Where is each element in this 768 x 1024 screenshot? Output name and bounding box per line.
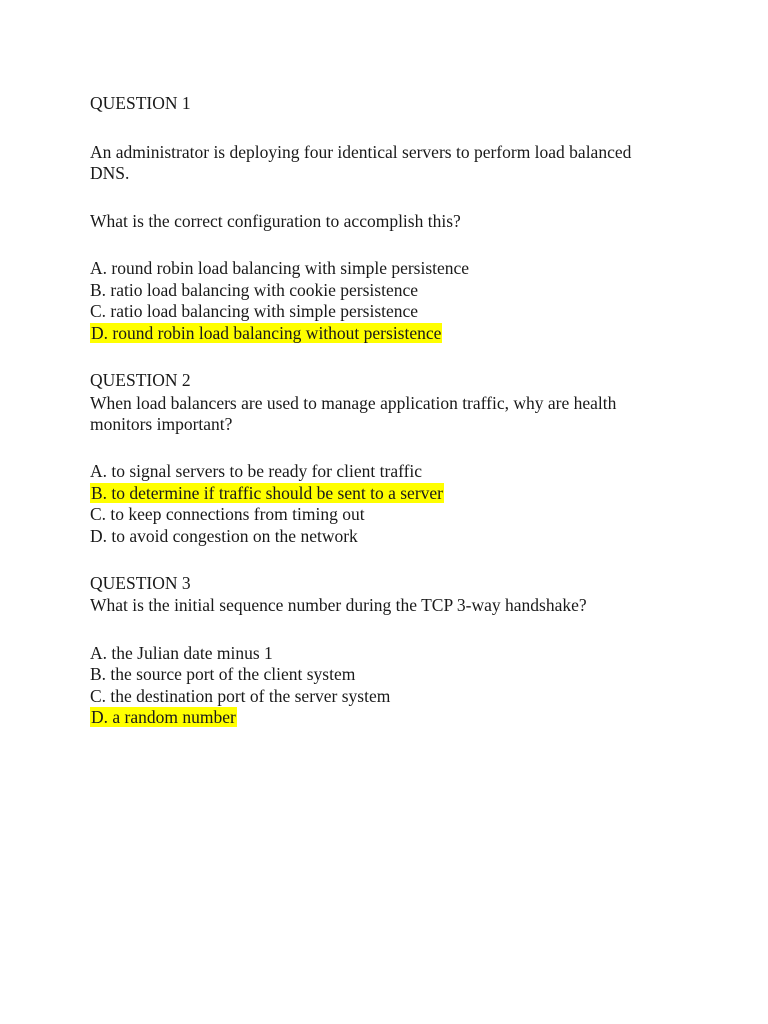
question-2-option-a: A. to signal servers to be ready for client traffic <box>90 461 423 481</box>
question-1-prompt-line-1: An administrator is deploying four identical servers to perform load balanced <box>90 142 632 162</box>
question-3-heading: QUESTION 3 <box>90 573 191 593</box>
question-1-option-c: C. ratio load balancing with simple persistence <box>90 301 419 321</box>
question-2-option-d: D. to avoid congestion on the network <box>90 526 358 546</box>
question-1-heading: QUESTION 1 <box>90 93 191 113</box>
question-2-option-b <box>90 483 444 504</box>
answer-highlight: D. a random number <box>91 707 236 727</box>
question-1-prompt-line-2: DNS. <box>90 163 130 183</box>
question-2-prompt-line-1: When load balancers are used to manage application traffic, why are health <box>90 393 617 413</box>
question-1-sub-prompt: What is the correct configuration to accomplish this? <box>90 211 461 231</box>
question-2-option-c: C. to keep connections from timing out <box>90 504 365 524</box>
answer-highlight: D. round robin load balancing without persistence <box>91 323 442 343</box>
question-1-option-d <box>90 323 442 344</box>
question-3-prompt-line-1: What is the initial sequence number during the TCP 3-way handshake? <box>90 595 587 615</box>
question-2-heading: QUESTION 2 <box>90 370 191 390</box>
question-2-prompt-line-2: monitors important? <box>90 414 233 434</box>
question-1-option-b: B. ratio load balancing with cookie persistence <box>90 280 419 300</box>
question-3-option-b: B. the source port of the client system <box>90 664 356 684</box>
question-1-option-a: A. round robin load balancing with simple persistence <box>90 258 470 278</box>
question-3-option-a: A. the Julian date minus 1 <box>90 643 273 663</box>
question-3-option-c: C. the destination port of the server system <box>90 686 391 706</box>
answer-highlight: B. to determine if traffic should be sent to a server <box>91 483 443 503</box>
question-3-option-d <box>90 707 237 728</box>
